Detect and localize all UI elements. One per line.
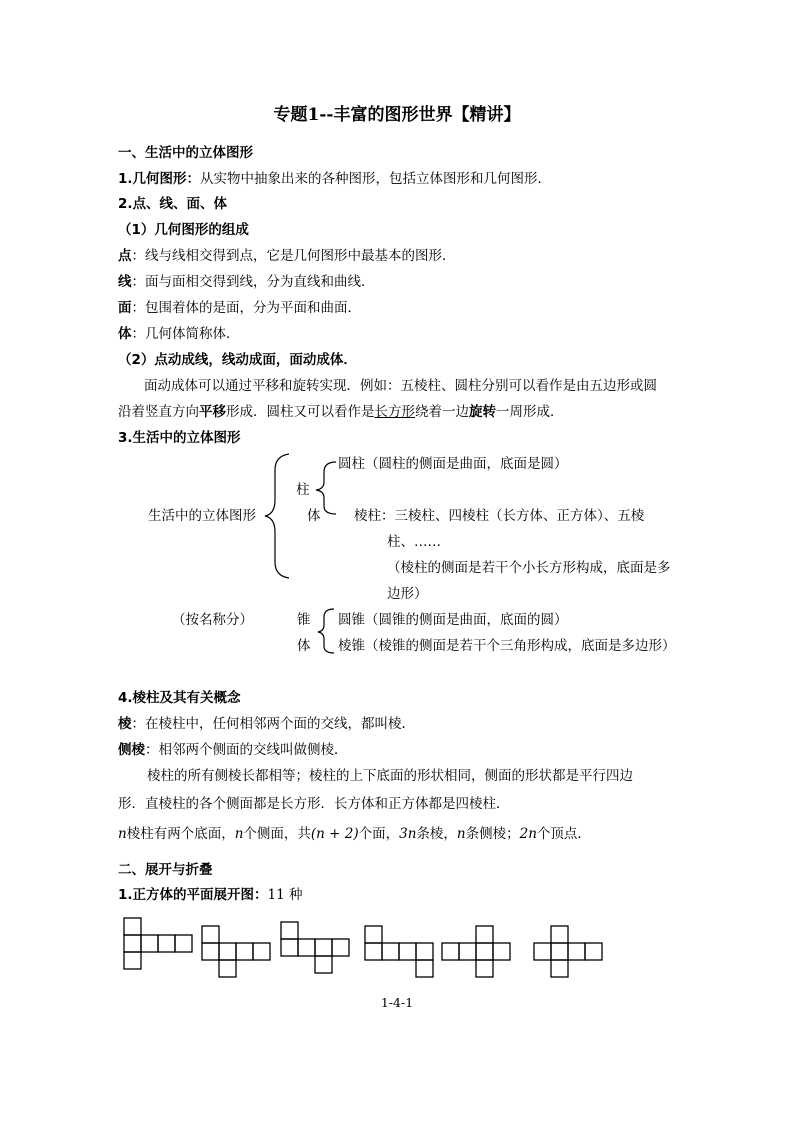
definition-text: ：几何体简称体． bbox=[131, 326, 240, 342]
definition-text: ：包围着体的是面，分为平面和曲面． bbox=[131, 300, 361, 316]
page-number: 1-4-1 bbox=[380, 995, 414, 1010]
text-run: 条侧棱； bbox=[465, 826, 520, 842]
text-run-bold: 平移 bbox=[199, 404, 226, 420]
diagram-cylinder: 圆柱（圆柱的侧面是曲面，底面是圆） bbox=[338, 456, 568, 472]
diagram-prism-4: 边形） bbox=[387, 586, 428, 602]
text-run: 形成．圆柱又可以看作是 bbox=[226, 404, 375, 420]
definition-term: 线 bbox=[118, 274, 132, 290]
diagram-cone: 圆锥（圆锥的侧面是曲面，底面的圆） bbox=[338, 612, 568, 628]
text-run: 个侧面，共 bbox=[243, 826, 311, 842]
text-run: 棱柱有两个底面， bbox=[126, 826, 235, 842]
text-run: 个顶点． bbox=[536, 826, 591, 842]
diagram-zhu-char-2: 体 bbox=[307, 508, 321, 524]
item-count: 11 种 bbox=[267, 887, 303, 903]
math-var: 3n bbox=[399, 826, 417, 842]
definition-text: ：面与面相交得到线，分为直线和曲线． bbox=[131, 274, 375, 290]
subheading-motion: （2）点动成线，线动成面，面动成体． bbox=[118, 352, 357, 368]
section-heading-2: 二、展开与折叠 bbox=[118, 862, 213, 878]
diagram-by-name: （按名称分） bbox=[172, 612, 253, 628]
definition-term: 侧棱 bbox=[118, 742, 145, 758]
math-var: 2n bbox=[519, 826, 537, 842]
definition-term: 面 bbox=[118, 300, 132, 316]
prism-paragraph-line-1: 棱柱的所有侧棱长都相等；棱柱的上下底面的形状相同，侧面的形状都是平行四边 bbox=[147, 768, 633, 784]
text-run: 一周形成． bbox=[496, 404, 564, 420]
text-run-underlined: 长方形 bbox=[374, 404, 415, 420]
prism-paragraph-line-2: 形．直棱柱的各个侧面都是长方形．长方体和正方体都是四棱柱． bbox=[118, 796, 510, 812]
section-heading-1: 一、生活中的立体图形 bbox=[118, 145, 253, 161]
math-expr: (n + 2) bbox=[310, 826, 359, 842]
page-title: 专题1--丰富的图形世界【精讲】 bbox=[273, 105, 521, 125]
math-var: n bbox=[118, 826, 127, 842]
definition-edge bbox=[118, 716, 415, 732]
text-run: 条棱， bbox=[416, 826, 457, 842]
definition-text: ：在棱柱中，任何相邻两个面的交线，都叫棱． bbox=[131, 716, 415, 732]
diagram-prism-2: 柱、…… bbox=[387, 534, 441, 550]
paragraph-line-1: 面动成体可以通过平移和旋转实现．例如：五棱柱、圆柱分别可以看作是由五边形或圆 bbox=[144, 378, 657, 394]
diagram-zhui-char-2: 体 bbox=[297, 638, 311, 654]
definition-lateral-edge bbox=[118, 742, 348, 758]
text-run: 绕着一边 bbox=[415, 404, 469, 420]
text-run: 个面， bbox=[358, 826, 400, 842]
item-solid-figures-in-life: 3.生活中的立体图形 bbox=[118, 430, 241, 446]
item-text: 从实物中抽象出来的各种图形，包括立体图形和几何图形． bbox=[200, 171, 552, 187]
definition-term: 体 bbox=[118, 326, 132, 342]
diagram-zhui-char-1: 锥 bbox=[297, 612, 311, 628]
item-label: 1.正方体的平面展开图： bbox=[118, 887, 268, 903]
subheading-composition: （1）几何图形的组成 bbox=[118, 222, 249, 238]
item-cube-nets bbox=[118, 887, 303, 903]
math-var: n bbox=[234, 826, 244, 842]
diagram-root: 生活中的立体图形 bbox=[148, 508, 256, 524]
definition-term: 棱 bbox=[118, 716, 132, 732]
diagram-prism-3: （棱柱的侧面是若干个小长方形构成，底面是多 bbox=[387, 560, 671, 576]
item-prism-concepts: 4.棱柱及其有关概念 bbox=[118, 690, 241, 706]
math-var: n bbox=[456, 826, 466, 842]
definition-term: 点 bbox=[118, 248, 132, 264]
item-label: 1.几何图形： bbox=[118, 171, 201, 187]
definition-text: ：相邻两个侧面的交线叫做侧棱． bbox=[145, 742, 348, 758]
diagram-prism-1: 棱柱：三棱柱、四棱柱（长方体、正方体）、五棱 bbox=[354, 508, 645, 524]
prism-formula-line bbox=[118, 826, 591, 842]
diagram-zhu-char-1: 柱 bbox=[296, 482, 310, 498]
diagram-pyramid: 棱锥（棱锥的侧面是若干个三角形构成，底面是多边形） bbox=[338, 638, 676, 654]
text-run: 沿着竖直方向 bbox=[118, 404, 199, 420]
definition-text: ：线与线相交得到点，它是几何图形中最基本的图形． bbox=[131, 248, 456, 264]
item-point-line-face-solid: 2.点、线、面、体 bbox=[118, 196, 228, 212]
text-run-bold: 旋转 bbox=[469, 404, 496, 420]
